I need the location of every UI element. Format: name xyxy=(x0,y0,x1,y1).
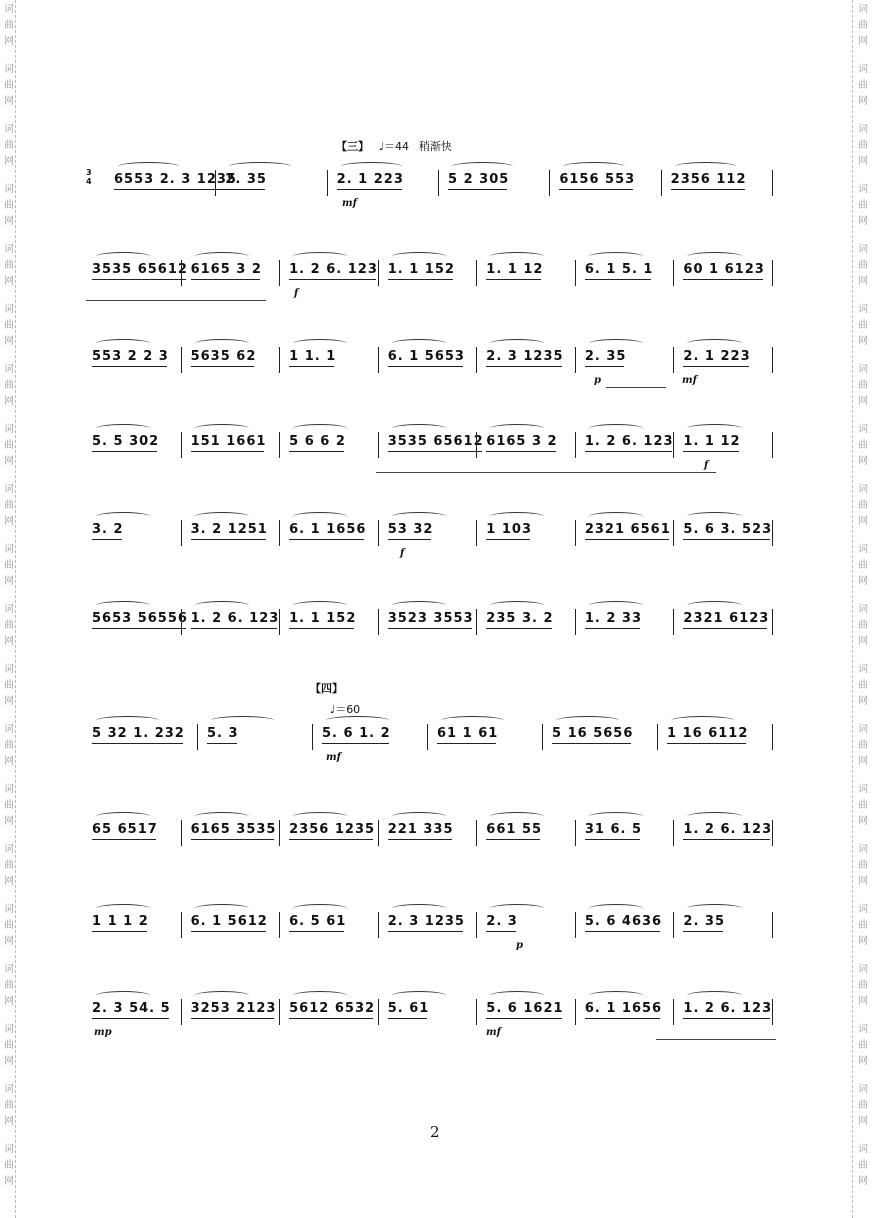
measure: 2. 1 223 xyxy=(683,349,751,364)
barline xyxy=(476,432,477,458)
barline xyxy=(378,432,379,458)
measure: 1. 1 12 xyxy=(486,262,544,277)
notation-row xyxy=(86,987,786,1038)
measure: 5 2 305 xyxy=(448,172,510,187)
measure: 1 1. 1 xyxy=(289,349,337,364)
measure: 2. 3 54. 5 xyxy=(92,1001,171,1016)
slur-mark xyxy=(293,812,347,821)
slur-mark xyxy=(96,716,159,725)
measure: 1. 1 152 xyxy=(289,611,357,626)
barline xyxy=(575,609,576,635)
barline xyxy=(312,724,313,750)
dynamic-marking: f xyxy=(704,460,709,471)
watermark-text: 词 曲 网 xyxy=(858,604,868,647)
measure: 5 32 1. 232 xyxy=(92,726,185,741)
slur-mark xyxy=(229,162,290,171)
measure: 6. 1 5. 1 xyxy=(584,262,654,277)
barline xyxy=(181,260,182,286)
measure: 553 2 2 3 xyxy=(92,349,169,364)
measure: 2. 35 xyxy=(683,914,726,929)
slur-mark xyxy=(96,339,150,348)
measure: 53 32 xyxy=(387,522,434,537)
measure: 5653 56556 xyxy=(92,611,188,626)
barline xyxy=(378,347,379,373)
page-number: 2 xyxy=(430,1123,440,1141)
barline xyxy=(772,609,773,635)
slur-mark xyxy=(589,601,643,610)
slur-mark xyxy=(96,812,150,821)
barline xyxy=(673,820,674,846)
barline xyxy=(575,260,576,286)
measure: 221 335 xyxy=(387,822,454,837)
barline xyxy=(378,999,379,1025)
barline xyxy=(772,724,773,750)
watermark-text: 词 曲 网 xyxy=(858,184,868,227)
notation-row xyxy=(86,808,786,848)
barline xyxy=(476,347,477,373)
barline xyxy=(772,347,773,373)
barline xyxy=(549,170,550,196)
barline xyxy=(575,820,576,846)
slur-mark xyxy=(341,162,402,171)
barline xyxy=(476,520,477,546)
section-label: 【四】 xyxy=(310,682,343,695)
dynamic-marking: p xyxy=(594,375,601,386)
measure: 6553 2. 3 1235 xyxy=(114,172,237,187)
barline xyxy=(772,260,773,286)
watermark-text: 词 曲 网 xyxy=(4,544,14,587)
barline xyxy=(181,820,182,846)
slur-mark xyxy=(392,601,446,610)
watermark-text: 词 曲 网 xyxy=(858,1084,868,1127)
watermark-text: 词 曲 网 xyxy=(858,544,868,587)
slur-mark xyxy=(441,716,504,725)
barline xyxy=(476,999,477,1025)
barline xyxy=(575,520,576,546)
measure: 3. 2 1251 xyxy=(190,522,268,537)
measure: 235 3. 2 xyxy=(486,611,554,626)
watermark-text: 词 曲 网 xyxy=(858,844,868,887)
measure: 6165 3535 xyxy=(190,822,277,837)
watermark-text: 词 曲 网 xyxy=(858,1024,868,1067)
barline xyxy=(772,912,773,938)
slur-mark xyxy=(490,424,544,433)
measure: 1. 2 6. 123 xyxy=(683,1001,773,1016)
measure: 5 16 5656 xyxy=(552,726,634,741)
slur-mark xyxy=(392,339,446,348)
barline xyxy=(181,520,182,546)
measure: 3535 65612 xyxy=(92,262,188,277)
margin-dashed-line xyxy=(852,0,853,1218)
slur-mark xyxy=(96,904,150,913)
barline xyxy=(673,912,674,938)
watermark-text: 词 曲 网 xyxy=(858,484,868,527)
barline xyxy=(181,912,182,938)
watermark-text: 词 曲 网 xyxy=(858,724,868,767)
barline xyxy=(427,724,428,750)
barline xyxy=(279,912,280,938)
barline xyxy=(279,432,280,458)
slur-mark xyxy=(687,252,741,261)
measure: 151 1661 xyxy=(190,434,267,449)
measure: 2321 6123 xyxy=(683,611,770,626)
measure: 5. 5 302 xyxy=(92,434,160,449)
measure: 6. 1 1656 xyxy=(584,1001,663,1016)
slur-mark xyxy=(687,991,741,1000)
barline xyxy=(575,347,576,373)
watermark-text: 词 曲 网 xyxy=(858,964,868,1007)
notation-row xyxy=(86,420,786,471)
barline xyxy=(279,820,280,846)
watermark-text: 词 曲 网 xyxy=(858,664,868,707)
slur-mark xyxy=(452,162,513,171)
slur-mark xyxy=(589,904,643,913)
watermark-text: 词 曲 网 xyxy=(858,244,868,287)
watermark-text: 词 曲 网 xyxy=(4,664,14,707)
notation-row xyxy=(86,508,786,559)
slur-mark xyxy=(326,716,389,725)
slur-mark xyxy=(589,339,643,348)
section-heading xyxy=(310,680,343,696)
watermark-text: 词 曲 网 xyxy=(4,304,14,347)
measure: 6165 3 2 xyxy=(190,262,262,277)
watermark-text: 词 曲 网 xyxy=(858,424,868,467)
barline xyxy=(772,999,773,1025)
section-heading xyxy=(336,138,452,154)
measure: 5. 6 1. 2 xyxy=(322,726,391,741)
measure: 3523 3553 xyxy=(387,611,474,626)
watermark-text: 词 曲 网 xyxy=(858,1144,868,1187)
slur-mark xyxy=(589,512,643,521)
watermark-text: 词 曲 网 xyxy=(4,904,14,947)
barline xyxy=(657,724,658,750)
measure: 1. 1 152 xyxy=(387,262,455,277)
dynamic-marking: mp xyxy=(94,1027,112,1038)
slur-mark xyxy=(392,424,446,433)
slur-mark xyxy=(556,716,619,725)
slur-mark xyxy=(195,991,249,1000)
section-label: 【三】 xyxy=(336,140,369,153)
measure: 5612 6532 xyxy=(289,1001,376,1016)
barline xyxy=(378,260,379,286)
measure: 1 103 xyxy=(486,522,532,537)
measure: 61 1 61 xyxy=(437,726,499,741)
watermark-text: 词 曲 网 xyxy=(4,604,14,647)
barline xyxy=(327,170,328,196)
barline xyxy=(181,347,182,373)
slur-mark xyxy=(293,339,347,348)
tempo-text: 稍渐快 xyxy=(418,140,452,153)
slur-mark xyxy=(671,716,734,725)
watermark-text: 词 曲 网 xyxy=(858,124,868,167)
measure: 1. 2 6. 123 xyxy=(289,262,378,277)
measure: 2. 3 xyxy=(486,914,518,929)
barline xyxy=(279,347,280,373)
watermark-text: 词 曲 网 xyxy=(4,1024,14,1067)
barline xyxy=(181,999,182,1025)
watermark-text: 词 曲 网 xyxy=(4,424,14,467)
watermark-text: 词 曲 网 xyxy=(4,484,14,527)
tempo-mark: ♩＝44 xyxy=(378,140,410,153)
measure: 2. 35 xyxy=(225,172,267,187)
notation-row xyxy=(86,248,786,299)
slur-mark xyxy=(293,904,347,913)
barline xyxy=(215,170,216,196)
watermark-text: 词 曲 网 xyxy=(4,64,14,107)
barline xyxy=(772,432,773,458)
watermark-text: 词 曲 网 xyxy=(858,784,868,827)
slur-mark xyxy=(293,252,347,261)
slur-mark xyxy=(589,424,643,433)
slur-mark xyxy=(589,812,643,821)
measure: 2321 6561 xyxy=(584,522,671,537)
dynamic-marking: mf xyxy=(326,752,341,763)
slur-mark xyxy=(490,339,544,348)
watermark-text: 词 曲 网 xyxy=(4,364,14,407)
notation-row xyxy=(86,597,786,637)
barline xyxy=(181,609,182,635)
barline xyxy=(197,724,198,750)
slur-mark xyxy=(687,339,741,348)
measure: 3. 2 xyxy=(92,522,124,537)
slur-mark xyxy=(96,991,150,1000)
slur-mark xyxy=(589,991,643,1000)
barline xyxy=(772,820,773,846)
barline xyxy=(438,170,439,196)
slur-mark xyxy=(96,252,150,261)
tempo-mark: ♩＝60 xyxy=(330,703,361,716)
barline xyxy=(673,432,674,458)
barline xyxy=(476,609,477,635)
slur-mark xyxy=(687,512,741,521)
slur-mark xyxy=(195,512,249,521)
measure: 1. 2 6. 123 xyxy=(584,434,674,449)
hairpin-line xyxy=(86,300,266,301)
measure: 5 6 6 2 xyxy=(289,434,346,449)
slur-mark xyxy=(687,904,741,913)
measure: 1 1 1 2 xyxy=(92,914,149,929)
measure: 6165 3 2 xyxy=(486,434,558,449)
slur-mark xyxy=(687,601,741,610)
barline xyxy=(378,912,379,938)
dynamic-marking: f xyxy=(294,288,299,299)
watermark-text: 词 曲 网 xyxy=(858,64,868,107)
slur-mark xyxy=(195,812,249,821)
barline xyxy=(772,520,773,546)
barline xyxy=(378,609,379,635)
slur-mark xyxy=(687,424,741,433)
slur-mark xyxy=(687,812,741,821)
slur-mark xyxy=(392,812,446,821)
measure: 2. 3 1235 xyxy=(387,914,465,929)
hairpin-line xyxy=(606,387,666,388)
barline xyxy=(476,260,477,286)
dynamic-marking: p xyxy=(516,940,523,951)
slur-mark xyxy=(96,512,150,521)
watermark-text: 词 曲 网 xyxy=(858,904,868,947)
measure: 6. 1 5612 xyxy=(190,914,268,929)
slur-mark xyxy=(589,252,643,261)
slur-mark xyxy=(293,512,347,521)
slur-mark xyxy=(293,991,347,1000)
measure: 3535 65612 xyxy=(387,434,484,449)
slur-mark xyxy=(211,716,274,725)
watermark-text: 词 曲 网 xyxy=(4,724,14,767)
barline xyxy=(279,999,280,1025)
barline xyxy=(661,170,662,196)
slur-mark xyxy=(392,252,446,261)
slur-mark xyxy=(293,601,347,610)
measure: 6. 1 5653 xyxy=(387,349,465,364)
measure: 5. 6 4636 xyxy=(584,914,663,929)
barline xyxy=(673,999,674,1025)
slur-mark xyxy=(195,252,249,261)
slur-mark xyxy=(392,991,446,1000)
measure: 2. 1 223 xyxy=(336,172,404,187)
measure: 6156 553 xyxy=(559,172,636,187)
notation-row xyxy=(86,712,786,763)
barline xyxy=(673,520,674,546)
measure: 5. 3 xyxy=(207,726,239,741)
barline xyxy=(575,999,576,1025)
watermark-text: 词 曲 网 xyxy=(4,844,14,887)
measure: 2356 1235 xyxy=(289,822,376,837)
watermark-text: 词 曲 网 xyxy=(858,4,868,47)
watermark-text: 词 曲 网 xyxy=(4,784,14,827)
barline xyxy=(575,912,576,938)
measure: 2. 3 1235 xyxy=(486,349,564,364)
slur-mark xyxy=(293,424,347,433)
slur-mark xyxy=(195,339,249,348)
hairpin-line xyxy=(376,472,716,473)
measure: 5. 6 1621 xyxy=(486,1001,564,1016)
watermark-text: 词 曲 网 xyxy=(4,1144,14,1187)
barline xyxy=(673,260,674,286)
slur-mark xyxy=(490,991,544,1000)
slur-mark xyxy=(195,904,249,913)
barline xyxy=(378,820,379,846)
dynamic-marking: mf xyxy=(342,198,357,209)
measure: 2. 35 xyxy=(584,349,627,364)
measure: 5. 6 3. 523 xyxy=(683,522,773,537)
slur-mark xyxy=(490,904,544,913)
notation-row xyxy=(86,900,786,951)
measure: 31 6. 5 xyxy=(584,822,643,837)
measure: 661 55 xyxy=(486,822,543,837)
measure: 1. 1 12 xyxy=(683,434,741,449)
barline xyxy=(181,432,182,458)
dynamic-marking: f xyxy=(400,548,405,559)
measure: 1. 2 6. 123 xyxy=(190,611,280,626)
notation-row xyxy=(86,335,786,386)
measure: 3253 2123 xyxy=(190,1001,277,1016)
barline xyxy=(279,520,280,546)
watermark-column-left xyxy=(2,0,16,1218)
watermark-text: 词 曲 网 xyxy=(4,184,14,227)
slur-mark xyxy=(118,162,179,171)
measure: 1 16 6112 xyxy=(667,726,749,741)
watermark-text: 词 曲 网 xyxy=(858,304,868,347)
measure: 5635 62 xyxy=(190,349,257,364)
slur-mark xyxy=(392,904,446,913)
slur-mark xyxy=(490,252,544,261)
barline xyxy=(772,170,773,196)
dynamic-marking: mf xyxy=(486,1027,501,1038)
measure: 5. 61 xyxy=(387,1001,430,1016)
watermark-text: 词 曲 网 xyxy=(4,124,14,167)
slur-mark xyxy=(490,601,544,610)
slur-mark xyxy=(96,601,150,610)
measure: 6. 5 61 xyxy=(289,914,347,929)
watermark-text: 词 曲 网 xyxy=(4,964,14,1007)
barline xyxy=(279,609,280,635)
slur-mark xyxy=(675,162,736,171)
slur-mark xyxy=(195,424,249,433)
notation-row xyxy=(86,158,786,209)
barline xyxy=(476,820,477,846)
barline xyxy=(476,912,477,938)
measure: 60 1 6123 xyxy=(683,262,765,277)
watermark-text: 词 曲 网 xyxy=(4,4,14,47)
barline xyxy=(673,347,674,373)
watermark-column-right xyxy=(856,0,870,1218)
barline xyxy=(575,432,576,458)
barline xyxy=(542,724,543,750)
measure: 6. 1 1656 xyxy=(289,522,367,537)
measure: 1. 2 33 xyxy=(584,611,643,626)
watermark-text: 词 曲 网 xyxy=(4,244,14,287)
slur-mark xyxy=(490,812,544,821)
measure: 2356 112 xyxy=(670,172,747,187)
slur-mark xyxy=(195,601,249,610)
measure: 1. 2 6. 123 xyxy=(683,822,773,837)
barline xyxy=(279,260,280,286)
hairpin-line xyxy=(656,1039,776,1040)
barline xyxy=(378,520,379,546)
barline xyxy=(673,609,674,635)
slur-mark xyxy=(490,512,544,521)
slur-mark xyxy=(96,424,150,433)
measure: 65 6517 xyxy=(92,822,158,837)
time-signature: 3 4 xyxy=(86,168,92,186)
slur-mark xyxy=(392,512,446,521)
watermark-text: 词 曲 网 xyxy=(858,364,868,407)
slur-mark xyxy=(563,162,624,171)
dynamic-marking: mf xyxy=(682,375,697,386)
watermark-text: 词 曲 网 xyxy=(4,1084,14,1127)
